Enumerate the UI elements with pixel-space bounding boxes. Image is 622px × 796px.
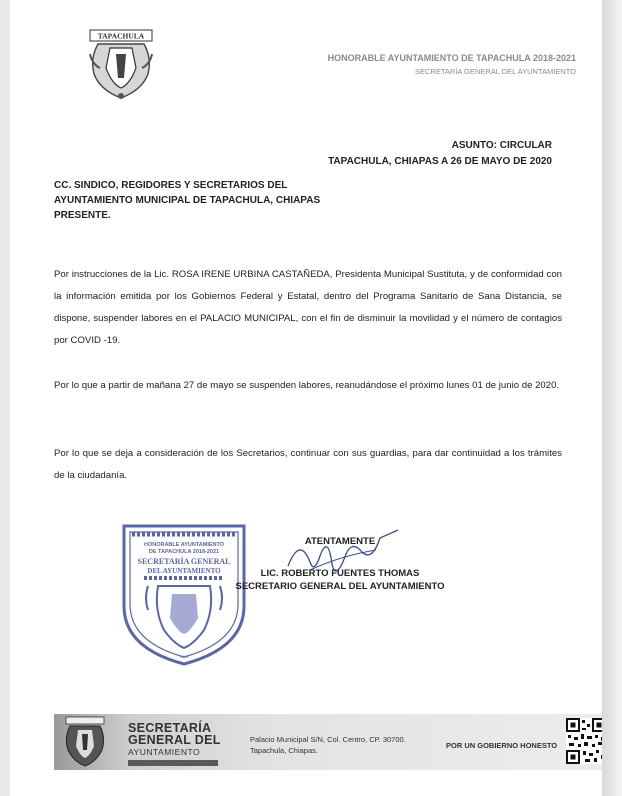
addressee-line: AYUNTAMIENTO MUNICIPAL DE TAPACHULA, CHIAPAS: [54, 195, 321, 206]
footer-address-line: Palacio Municipal S/N, Col. Centro, CP. 30700.: [250, 735, 406, 744]
signature-block: [210, 532, 470, 596]
header-institution: [328, 52, 576, 78]
place-date: TAPACHULA, CHIAPAS A 26 DE MAYO DE 2020: [328, 156, 552, 167]
subject-label: ASUNTO: CIRCULAR: [451, 140, 552, 151]
footer-address: [250, 734, 406, 756]
footer-dept-line: SECRETARÍA: [128, 721, 212, 735]
signer-name: LIC. ROBERTO FUENTES THOMAS: [260, 568, 420, 579]
signer-position: SECRETARIO GENERAL DEL AYUNTAMIENTO: [235, 581, 445, 592]
header-title: HONORABLE AYUNTAMIENTO DE TAPACHULA 2018-2021: [327, 53, 576, 63]
body-paragraph-1: Por instrucciones de la Lic. ROSA IRENE URBINA CASTAÑEDA, Presidenta Municipal Sustituta, y de conformidad con la información emitida por los Gobiernos Federal y Estatal, dentro del Programa Sanitario de Sana Distancia, se dispone, suspender labores en el PALACIO MUNICIPAL, con el fin de disminuir la movilidad y el número de contagios por COVID -19.: [54, 269, 562, 346]
footer-banner: [54, 714, 602, 770]
page-edge-shadow: [602, 0, 622, 796]
tapachula-crest-footer-icon: [58, 716, 112, 768]
svg-text:DE TAPACHULA 2018-2021: DE TAPACHULA 2018-2021: [148, 549, 220, 555]
svg-text:SECRETARÍA GENERAL: SECRETARÍA GENERAL: [137, 557, 231, 566]
svg-text:HONORABLE AYUNTAMIENTO: HONORABLE AYUNTAMIENTO: [143, 542, 225, 548]
document-page: [10, 0, 602, 796]
footer-address-line: Tapachula, Chiapas.: [250, 746, 318, 755]
addressee-line: PRESENTE.: [54, 210, 111, 221]
qr-code-icon: [566, 718, 606, 764]
header-subtitle: SECRETARÍA GENERAL DEL AYUNTAMIENTO: [414, 67, 576, 76]
footer-tag-strip: [128, 760, 218, 766]
addressee-line: CC. SINDICO, REGIDORES Y SECRETARIOS DEL: [54, 180, 288, 191]
addressee-block: [54, 178, 554, 223]
footer-department: [128, 722, 221, 758]
svg-text:1813: 1813: [179, 654, 189, 659]
closing-text: ATENTAMENTE: [304, 536, 376, 547]
footer-dept-line: AYUNTAMIENTO: [128, 747, 201, 757]
footer-dept-line: GENERAL DEL: [128, 733, 221, 747]
body-paragraph-3: Por lo que se deja a consideración de los Secretarios, continuar con sus guardias, para dar continuidad a los trámites de la ciudadanía.: [54, 448, 562, 481]
subject-block: [328, 138, 552, 170]
tapachula-crest-logo: [80, 28, 162, 102]
svg-text:DEL AYUNTAMIENTO: DEL AYUNTAMIENTO: [147, 567, 221, 575]
footer-slogan: POR UN GOBIERNO HONESTO: [446, 741, 558, 750]
svg-text:TAPACHULA: TAPACHULA: [97, 31, 145, 41]
body-paragraph-2: Por lo que a partir de mañana 27 de mayo se suspenden labores, reanudándose el próximo lunes 01 de junio de 2020.: [54, 380, 560, 391]
